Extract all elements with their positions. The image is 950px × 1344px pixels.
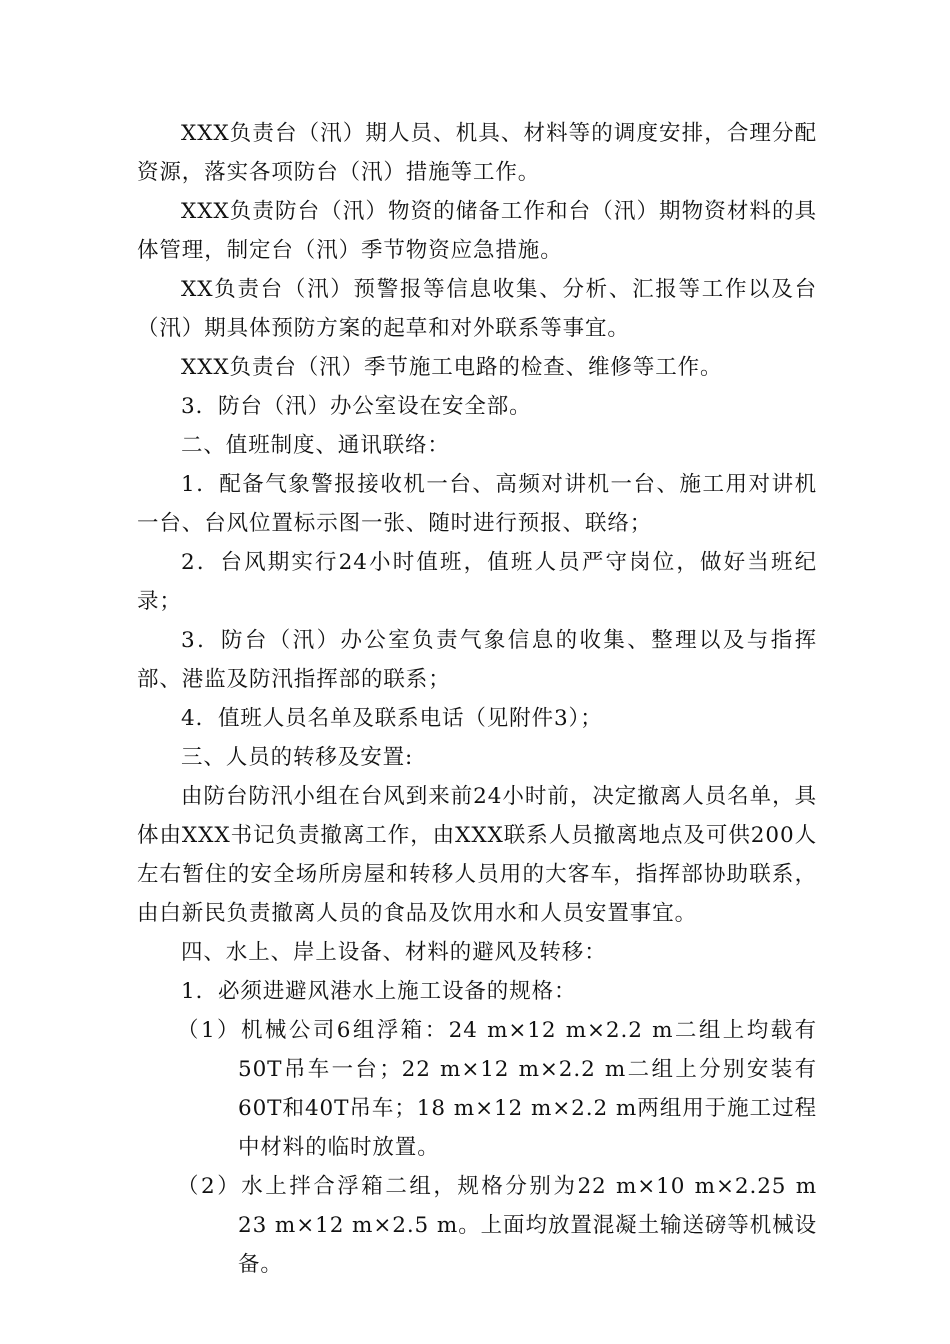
document-body xyxy=(137,114,817,1284)
paragraph-electric-duty: XXX负责台（汛）季节施工电路的检查、维修等工作。 xyxy=(181,355,723,380)
paragraph-24h-duty: 2．台风期实行24小时值班，值班人员严守岗位，做好当班纪录； xyxy=(137,550,817,614)
paragraph-office-responsibility: 3．防台（汛）办公室负责气象信息的收集、整理以及与指挥部、港监及防汛指挥部的联系； xyxy=(137,628,817,692)
paragraph-office-location: 3．防台（汛）办公室设在安全部。 xyxy=(181,394,532,419)
paragraph-dispatch-duty: XXX负责台（汛）期人员、机具、材料等的调度安排，合理分配资源，落实各项防台（汛）措施等工作。 xyxy=(137,121,817,185)
list-item-pontoons: （1）机械公司6组浮箱：24 m×12 m×2.2 m二组上均载有50T吊车一台；22 m×12 m×2.2 m二组上分别安装有60T和40T吊车；18 m×12 m×2.2 m两组用于施工过程中材料的临时放置。 xyxy=(177,1018,817,1160)
paragraph-warning-duty: XX负责台（汛）预警报等信息收集、分析、汇报等工作以及台（汛）期具体预防方案的起草和对外联系等事宜。 xyxy=(137,277,817,341)
section-heading-duty-system: 二、值班制度、通讯联络： xyxy=(181,433,450,458)
paragraph-materials-duty: XXX负责防台（汛）物资的储备工作和台（汛）期物资材料的具体管理，制定台（汛）季节物资应急措施。 xyxy=(137,199,817,263)
section-heading-equipment-shelter: 四、水上、岸上设备、材料的避风及转移： xyxy=(181,940,607,965)
list-item-mixing-pontoons: （2）水上拌合浮箱二组，规格分别为22 m×10 m×2.25 m 23 m×12 m×2.5 m。上面均放置混凝土输送磅等机械设备。 xyxy=(177,1174,817,1277)
paragraph-equipment: 1．配备气象警报接收机一台、高频对讲机一台、施工用对讲机一台、台风位置标示图一张、随时进行预报、联络； xyxy=(137,472,817,536)
paragraph-shelter-specs: 1．必须进避风港水上施工设备的规格： xyxy=(181,979,577,1004)
paragraph-evacuation: 由防台防汛小组在台风到来前24小时前，决定撤离人员名单，具体由XXX书记负责撤离工作，由XXX联系人员撤离地点及可供200人左右暂住的安全场所房屋和转移人员用的大客车，指挥部协助联系，由白新民负责撤离人员的食品及饮用水和人员安置事宜。 xyxy=(137,784,817,926)
paragraph-contact-list: 4．值班人员名单及联系电话（见附件3）； xyxy=(181,706,603,731)
section-heading-evacuation: 三、人员的转移及安置: xyxy=(181,745,414,770)
